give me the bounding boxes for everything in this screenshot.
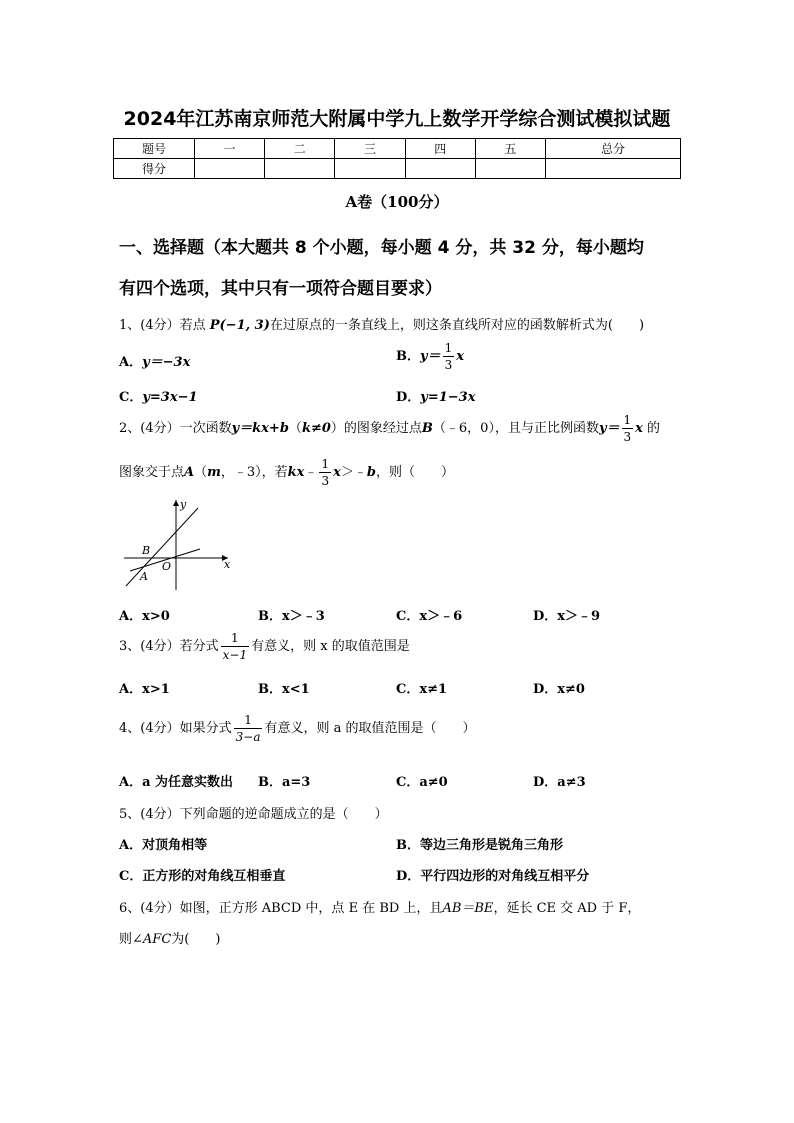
q2-math: x <box>635 421 643 436</box>
q2-text: ，则（ ） <box>375 465 454 480</box>
q2-math: x <box>333 465 341 480</box>
q1-option-b[interactable] <box>396 342 464 371</box>
part1-heading-line1: 一、选择题（本大题共 8 个小题，每小题 4 分，共 32 分，每小题均 <box>119 238 644 258</box>
q2-math: b <box>366 465 376 480</box>
q2-text: 图象交于点 <box>119 465 185 480</box>
q2-option-d[interactable]: D．x＞﹣9 <box>533 609 601 624</box>
fraction-numerator: 1 <box>623 413 632 427</box>
q1-option-a[interactable] <box>119 351 190 370</box>
score-header-cell: 四 <box>405 139 475 159</box>
q2-text: （ <box>194 465 208 480</box>
score-table <box>113 138 681 179</box>
q1-option-a-text: y＝−3x <box>142 355 191 370</box>
q4-option-c[interactable]: C．a≠0 <box>396 775 448 790</box>
q6-stem-line1 <box>119 897 640 916</box>
q2-math: m <box>207 465 221 480</box>
score-table-score-row <box>114 159 681 179</box>
q6-stem-line2 <box>119 928 220 947</box>
score-header-cell: 二 <box>265 139 335 159</box>
q4-option-d[interactable]: D．a≠3 <box>533 775 586 790</box>
q1-option-b-pre: y＝ <box>420 349 441 364</box>
q6-text: 为( ) <box>171 932 221 947</box>
q1-option-b-fraction <box>443 342 455 371</box>
q3-stem <box>119 632 410 661</box>
q2-math: A <box>184 465 195 480</box>
score-cell[interactable] <box>195 159 265 179</box>
q4-fraction <box>234 714 263 743</box>
score-header-cell: 五 <box>475 139 545 159</box>
part1-heading-line2: 有四个选项，其中只有一项符合题目要求） <box>119 279 442 299</box>
q3-option-a[interactable]: A．x>1 <box>119 682 170 697</box>
q2-text: ，﹣3），若 <box>220 465 288 480</box>
origin-label: O <box>162 560 172 573</box>
q4-option-a[interactable]: A．a 为任意实数出 <box>119 775 234 790</box>
q2-text: ＞﹣ <box>340 465 367 480</box>
q6-text: ，延长 CE 交 AD 于 F， <box>493 901 641 916</box>
q2-option-a[interactable]: A．x>0 <box>119 609 170 624</box>
point-a-label: A <box>140 570 148 583</box>
fraction-denominator: 3 <box>321 474 330 488</box>
x-axis-label: x <box>224 558 231 571</box>
q6-math: ∠AFC <box>132 932 172 947</box>
q1-option-d-letter: D． <box>396 390 421 405</box>
q1-option-d-text: y=1−3x <box>420 390 476 405</box>
q1-point: P(−1, 3) <box>209 318 270 333</box>
q2-stem-line2 <box>119 458 454 487</box>
fraction-denominator: 3 <box>623 430 632 444</box>
q1-stem <box>119 314 644 333</box>
fraction-denominator: 3−a <box>235 730 261 744</box>
q2-text: （﹣6，0），且与正比例函数 <box>432 421 599 436</box>
fraction-numerator: 1 <box>231 631 239 645</box>
fraction-denominator: x−1 <box>222 648 248 662</box>
q2-text: （ <box>288 421 302 436</box>
q1-rest: 在过原点的一条直线上，则这条直线所对应的函数解析式为( ) <box>269 318 645 333</box>
section-a-title: A卷（100分） <box>345 193 449 211</box>
q1-option-a-letter: A． <box>119 355 143 370</box>
q3-prefix: 3、(4分）若分式 <box>119 639 219 654</box>
q2-text: 的 <box>642 421 661 436</box>
linear-function-line <box>126 508 198 586</box>
q1-option-c-text: y=3x−1 <box>142 390 198 405</box>
q2-text: 2、(4分）一次函数 <box>119 421 232 436</box>
q3-fraction <box>221 632 249 661</box>
q5-option-b[interactable]: B．等边三角形是锐角三角形 <box>396 838 563 853</box>
score-cell[interactable] <box>405 159 475 179</box>
q2-math: y＝kx+b <box>231 421 289 436</box>
score-cell[interactable] <box>475 159 545 179</box>
fraction-numerator: 1 <box>321 457 330 471</box>
q2-function-graph <box>118 496 238 594</box>
score-row-label: 得分 <box>114 159 195 179</box>
q2-text: ﹣ <box>304 465 318 480</box>
point-b-label: B <box>142 544 151 557</box>
score-cell[interactable] <box>546 159 681 179</box>
exam-title: 2024年江苏南京师范大附属中学九上数学开学综合测试模拟试题 <box>123 108 671 130</box>
q2-fraction <box>622 414 634 443</box>
fraction-numerator: 1 <box>244 713 252 727</box>
q2-math: k≠0 <box>301 421 331 436</box>
q6-math: AB＝BE <box>442 901 494 916</box>
score-cell[interactable] <box>335 159 405 179</box>
y-axis-label: y <box>180 498 187 511</box>
q4-stem <box>119 714 475 743</box>
q3-rest: 有意义，则 x 的取值范围是 <box>251 639 410 654</box>
q5-option-c[interactable]: C．正方形的对角线互相垂直 <box>119 869 286 884</box>
q3-option-d[interactable]: D．x≠0 <box>533 682 585 697</box>
q1-option-c-letter: C． <box>119 390 143 405</box>
q1-option-c[interactable] <box>119 386 198 405</box>
q5-option-d[interactable]: D．平行四边形的对角线互相平分 <box>396 869 590 884</box>
q2-math: y＝ <box>598 421 620 436</box>
y-axis-arrow <box>173 500 179 506</box>
score-header-cell: 题号 <box>114 139 195 159</box>
q4-rest: 有意义，则 a 的取值范围是（ ） <box>264 721 476 736</box>
fraction-denominator: 3 <box>444 358 453 372</box>
q2-text: ）的图象经过点 <box>330 421 422 436</box>
score-table-header-row <box>114 139 681 159</box>
score-header-cell: 一 <box>195 139 265 159</box>
q2-stem-line1 <box>119 414 660 443</box>
q6-text: 则 <box>119 932 133 947</box>
q2-option-b[interactable]: B．x＞﹣3 <box>258 609 325 624</box>
q2-option-c[interactable]: C．x＞﹣6 <box>396 609 463 624</box>
score-header-cell: 三 <box>335 139 405 159</box>
q3-option-b[interactable]: B．x<1 <box>258 682 310 697</box>
q3-option-c[interactable]: C．x≠1 <box>396 682 448 697</box>
q4-option-b[interactable]: B．a=3 <box>258 775 311 790</box>
q1-option-b-post: x <box>456 349 464 364</box>
q1-option-d[interactable] <box>396 386 475 405</box>
score-header-cell: 总分 <box>546 139 681 159</box>
q5-option-a[interactable]: A．对顶角相等 <box>119 838 208 853</box>
q6-text: 6、(4分）如图，正方形 ABCD 中，点 E 在 BD 上，且 <box>119 901 443 916</box>
q2-math: B <box>421 421 433 436</box>
q2-fraction-2 <box>319 458 331 487</box>
q2-math: kx <box>287 465 305 480</box>
q1-option-b-letter: B． <box>396 349 420 364</box>
score-cell[interactable] <box>265 159 335 179</box>
q5-stem: 5、(4分）下列命题的逆命题成立的是（ ） <box>119 807 388 822</box>
q1-prefix: 1、(4分）若点 <box>119 318 210 333</box>
q4-prefix: 4、(4分）如果分式 <box>119 721 232 736</box>
fraction-numerator: 1 <box>444 341 453 355</box>
